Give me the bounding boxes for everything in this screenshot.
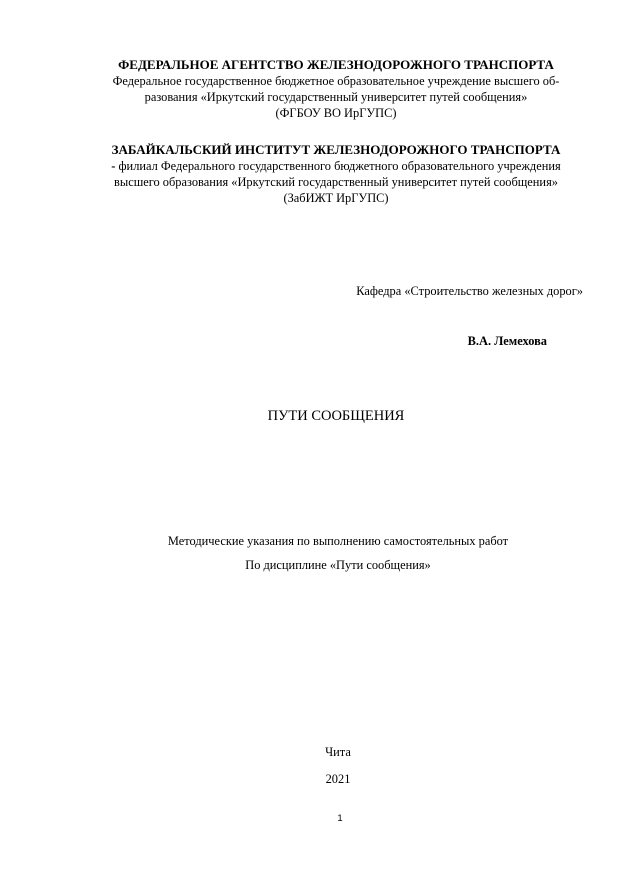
institute-line-2: высшего образования «Иркутский государственный университет путей сообщения» [114,175,558,189]
description-line-1: Методические указания по выполнению самостоятельных работ [167,534,509,548]
city: Чита [325,745,351,759]
institute-line-1-text: филиал Федерального государственного бюджетного образовательного учреждения [118,159,561,173]
university-abbrev: (ФГБОУ ВО ИрГУПС) [275,106,397,120]
agency-title: ФЕДЕРАЛЬНОЕ АГЕНТСТВО ЖЕЛЕЗНОДОРОЖНОГО ТРАНСПОРТА [118,57,554,72]
author-name: В.А. Лемехова [467,334,547,348]
university-line-1: Федеральное государственное бюджетное образовательное учреждение высшего об- [112,74,560,88]
document-title: ПУТИ СООБЩЕНИЯ [267,408,405,424]
institute-abbrev: (ЗабИЖТ ИрГУПС) [283,191,389,205]
institute-header [80,142,592,206]
ministry-header [80,57,592,121]
institute-line-1 [80,158,592,174]
institute-dash: - [111,159,116,173]
page-number: 1 [337,813,343,824]
institute-title: ЗАБАЙКАЛЬСКИЙ ИНСТИТУТ ЖЕЛЕЗНОДОРОЖНОГО ТРАНСПОРТА [111,142,561,157]
department-name: Кафедра «Строительство железных дорог» [356,284,583,298]
year: 2021 [325,772,351,786]
university-line-2: разования «Иркутский государственный университет путей сообщения» [144,90,528,104]
description-line-2: По дисциплине «Пути сообщения» [245,558,431,572]
